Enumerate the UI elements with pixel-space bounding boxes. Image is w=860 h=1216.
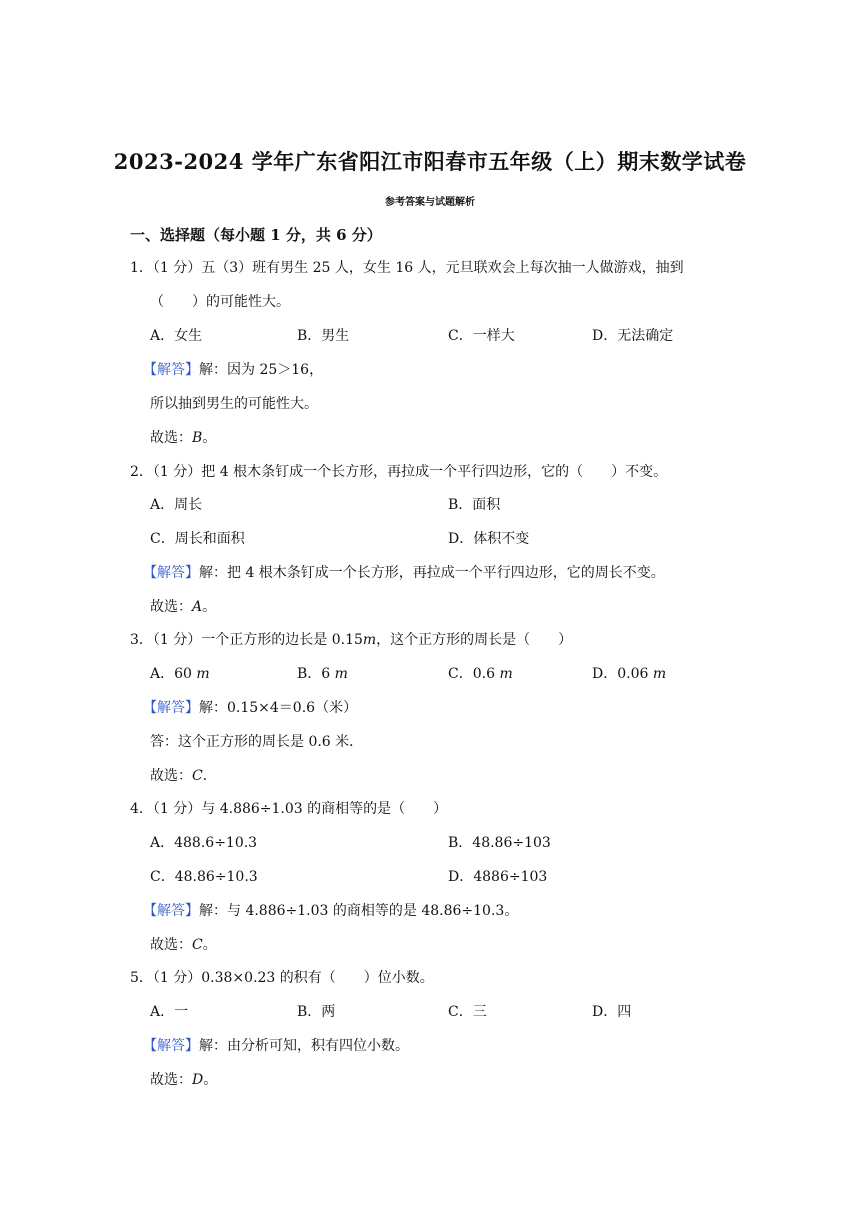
q2-option-b: B．面积 (448, 497, 501, 513)
q2-answer: 故选：A。 (150, 599, 217, 615)
q4-option-c: C．48.86÷10.3 (150, 869, 258, 885)
q5-option-c: C．三 (448, 1004, 487, 1020)
q3-option-b: B．6 m (297, 666, 348, 682)
q1-option-d: D．无法确定 (592, 328, 674, 344)
q1-answer: 故选：B。 (150, 430, 217, 446)
q4-option-b: B．48.86÷103 (448, 835, 551, 851)
q3-option-a: A．60 m (150, 666, 210, 682)
q1-stem-line1: 1．（1 分）五（3）班有男生 25 人，女生 16 人，元旦联欢会上每次抽一人做游戏，抽到 (130, 260, 684, 276)
q4-stem: 4．（1 分）与 4.886÷1.03 的商相等的是（ ） (130, 801, 448, 817)
q2-solution-line1: 【解答】解：把 4 根木条钉成一个长方形，再拉成一个平行四边形，它的周长不变。 (143, 565, 665, 581)
document-title: 2023-2024 学年广东省阳江市阳春市五年级（上）期末数学试卷 (113, 149, 747, 174)
section-heading: 一、选择题（每小题 1 分，共 6 分） (130, 226, 382, 244)
document-subtitle: 参考答案与试题解析 (385, 197, 475, 208)
q1-stem-line2: （ ）的可能性大。 (150, 294, 290, 310)
q1-option-b: B．男生 (297, 328, 350, 344)
answer-tag: 【解答】 (143, 362, 199, 378)
q1-option-c: C．一样大 (448, 328, 515, 344)
answer-tag: 【解答】 (143, 700, 199, 716)
q2-option-d: D．体积不变 (448, 531, 530, 547)
q4-option-a: A．488.6÷10.3 (150, 835, 258, 851)
q1-solution-line2: 所以抽到男生的可能性大。 (150, 396, 318, 412)
q4-answer: 故选：C。 (150, 937, 217, 953)
q3-answer: 故选：C． (150, 768, 217, 784)
q2-option-c: C．周长和面积 (150, 531, 245, 547)
q1-solution-line1: 【解答】解：因为 25＞16， (143, 362, 324, 378)
q4-solution-line1: 【解答】解：与 4.886÷1.03 的商相等的是 48.86÷10.3。 (143, 903, 519, 919)
q3-solution-line1: 【解答】解：0.15×4＝0.6（米） (143, 700, 358, 716)
q3-stem: 3．（1 分）一个正方形的边长是 0.15m，这个正方形的周长是（ ） (130, 632, 573, 648)
q5-option-b: B．两 (297, 1004, 336, 1020)
q3-solution-line2: 答：这个正方形的周长是 0.6 米． (150, 734, 364, 750)
q5-stem: 5．（1 分）0.38×0.23 的积有（ ）位小数。 (130, 970, 434, 986)
answer-tag: 【解答】 (143, 565, 199, 581)
q3-option-d: D．0.06 m (592, 666, 667, 682)
q2-stem: 2．（1 分）把 4 根木条钉成一个长方形，再拉成一个平行四边形，它的（ ）不变。 (130, 464, 668, 480)
q5-option-a: A．一 (150, 1004, 189, 1020)
answer-tag: 【解答】 (143, 903, 199, 919)
q5-option-d: D．四 (592, 1004, 632, 1020)
q5-solution-line1: 【解答】解：由分析可知，积有四位小数。 (143, 1038, 409, 1054)
q3-option-c: C．0.6 m (448, 666, 513, 682)
q5-answer: 故选：D。 (150, 1072, 218, 1088)
q1-option-a: A．女生 (150, 328, 203, 344)
answer-tag: 【解答】 (143, 1038, 199, 1054)
q4-option-d: D．4886÷103 (448, 869, 548, 885)
q2-option-a: A．周长 (150, 497, 203, 513)
